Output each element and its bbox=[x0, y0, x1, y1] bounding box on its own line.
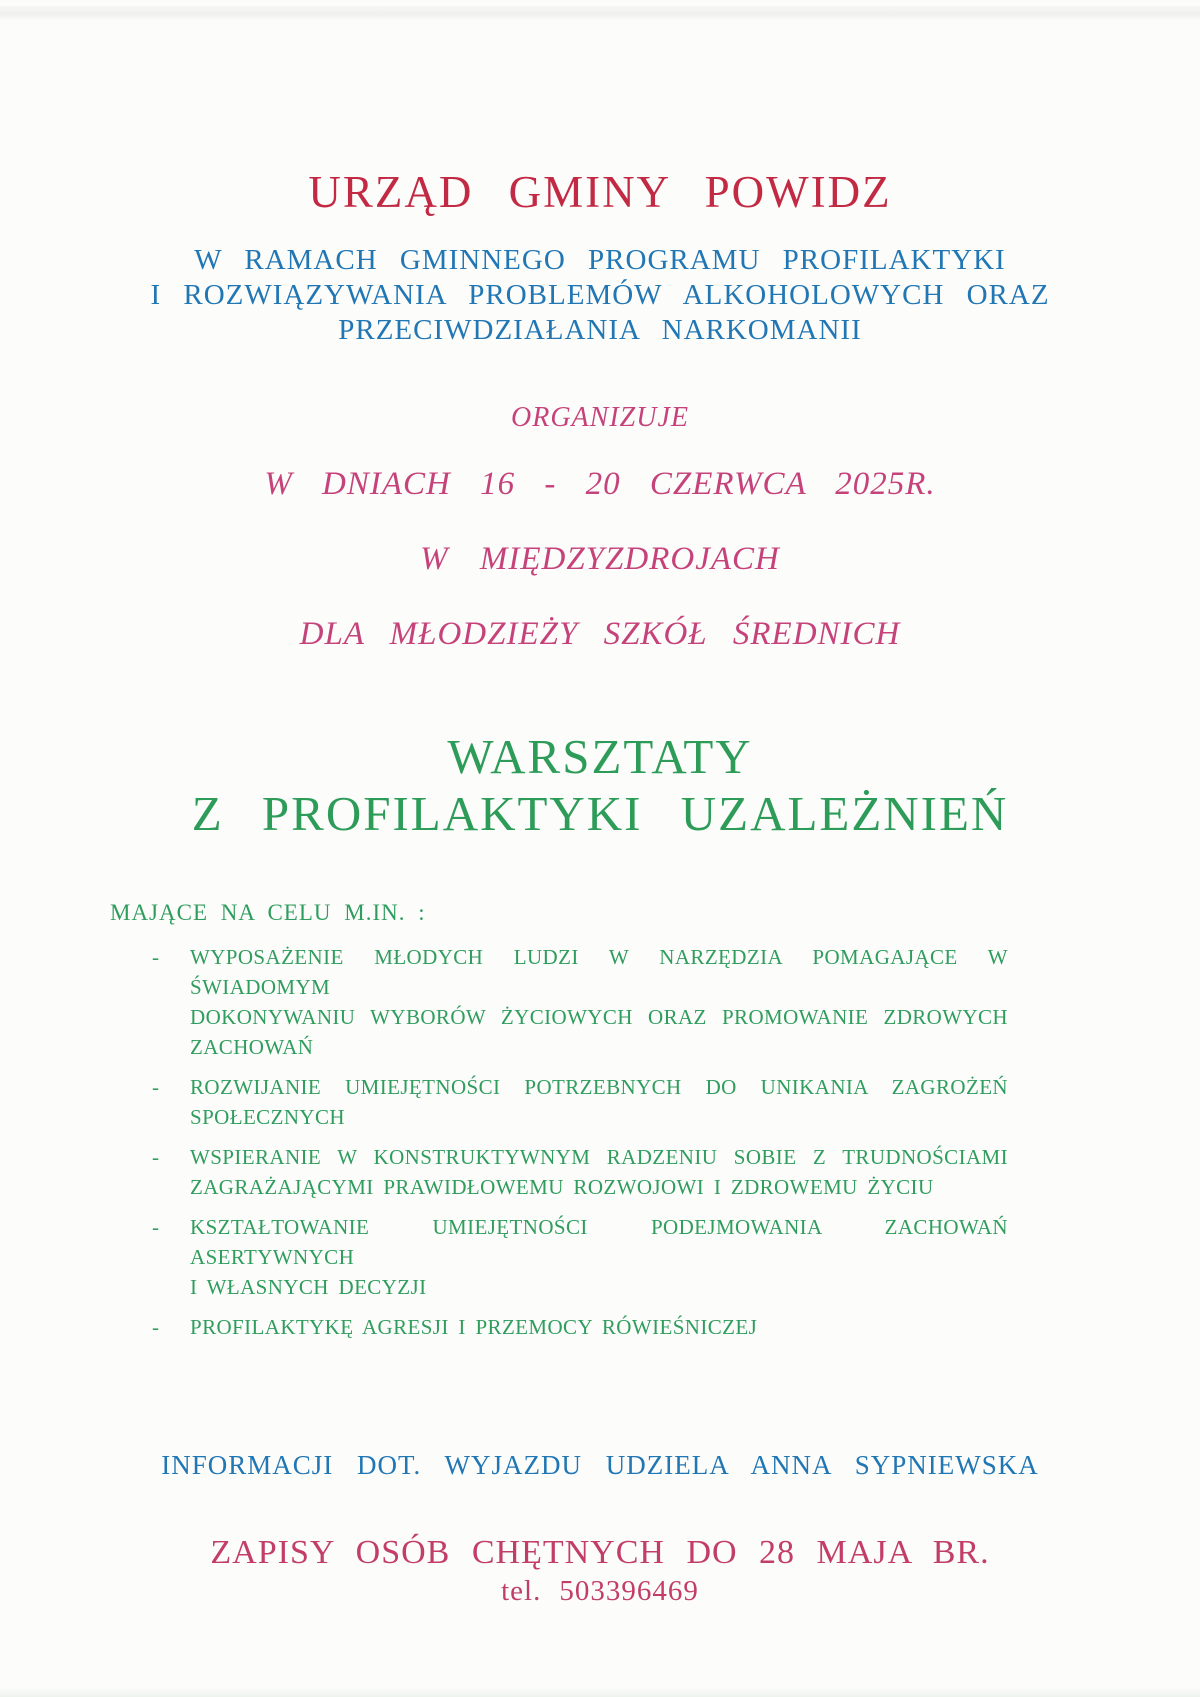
goal-line: ZACHOWAŃ bbox=[190, 1035, 314, 1059]
event-audience: DLA MŁODZIEŻY SZKÓŁ ŚREDNICH bbox=[299, 616, 901, 652]
goal-text bbox=[190, 1312, 1008, 1342]
phone-line bbox=[35, 1575, 1165, 1608]
program-line: I ROZWIĄZYWANIA PROBLEMÓW ALKOHOLOWYCH ORAZ bbox=[150, 279, 1050, 311]
program-description bbox=[35, 243, 1165, 348]
phone-number: 503396469 bbox=[559, 1575, 699, 1607]
organizes-line: ORGANIZUJE bbox=[511, 402, 689, 433]
goal-text bbox=[190, 1142, 1008, 1202]
goal-line: I WŁASNYCH DECYZJI bbox=[190, 1275, 427, 1299]
phone-label: tel. bbox=[501, 1575, 542, 1607]
event-location: W MIĘDZYZDROJACH bbox=[420, 541, 780, 577]
goal-item bbox=[110, 1312, 1008, 1342]
bullet-dash-icon: - bbox=[152, 1075, 159, 1099]
goal-item bbox=[110, 1142, 1008, 1202]
scan-edge-top bbox=[0, 6, 1200, 20]
signup-deadline: ZAPISY OSÓB CHĘTNYCH DO 28 MAJA BR. bbox=[210, 1534, 990, 1571]
goal-line: DOKONYWANIU WYBORÓW ŻYCIOWYCH ORAZ PROMOWANIE ZDROWYCH bbox=[190, 1005, 1008, 1029]
goals-list bbox=[110, 942, 1008, 1352]
goal-item bbox=[110, 1072, 1008, 1132]
program-line: W RAMACH GMINNEGO PROGRAMU PROFILAKTYKI bbox=[194, 244, 1006, 276]
scan-edge-bottom bbox=[0, 1688, 1200, 1697]
goal-text bbox=[190, 942, 1008, 1062]
goal-line: WYPOSAŻENIE MŁODYCH LUDZI W NARZĘDZIA POMAGAJĄCE W ŚWIADOMYM bbox=[190, 945, 1008, 999]
goals-heading: MAJĄCE NA CELU M.IN. : bbox=[110, 900, 426, 925]
bullet-dash-icon: - bbox=[152, 1215, 159, 1239]
bullet-dash-icon: - bbox=[152, 1315, 159, 1339]
goal-line: PROFILAKTYKĘ AGRESJI I PRZEMOCY RÓWIEŚNICZEJ bbox=[190, 1315, 758, 1339]
goal-line: ROZWIJANIE UMIEJĘTNOŚCI POTRZEBNYCH DO UNIKANIA ZAGROŻEŃ bbox=[190, 1075, 1008, 1099]
goal-line: WSPIERANIE W KONSTRUKTYWNYM RADZENIU SOBIE Z TRUDNOŚCIAMI bbox=[190, 1145, 1008, 1169]
goal-item bbox=[110, 1212, 1008, 1302]
workshop-title-line: Z PROFILAKTYKI UZALEŻNIEŃ bbox=[191, 786, 1009, 841]
page-title: URZĄD GMINY POWIDZ bbox=[308, 167, 892, 217]
bullet-dash-icon: - bbox=[152, 945, 159, 969]
workshop-title-line: WARSZTATY bbox=[447, 729, 753, 784]
goal-item bbox=[110, 942, 1008, 1062]
event-dates: W DNIACH 16 - 20 CZERWCA 2025R. bbox=[264, 466, 936, 502]
goal-line: KSZTAŁTOWANIE UMIEJĘTNOŚCI PODEJMOWANIA ZACHOWAŃ ASERTYWNYCH bbox=[190, 1215, 1008, 1269]
goal-line: ZAGRAŻAJĄCYMI PRAWIDŁOWEMU ROZWOJOWI I ZDROWEMU ŻYCIU bbox=[190, 1175, 934, 1199]
goal-text bbox=[190, 1212, 1008, 1302]
goal-line: SPOŁECZNYCH bbox=[190, 1105, 345, 1129]
goal-text bbox=[190, 1072, 1008, 1132]
bullet-dash-icon: - bbox=[152, 1145, 159, 1169]
program-line: PRZECIWDZIAŁANIA NARKOMANII bbox=[338, 314, 862, 346]
contact-info: INFORMACJI DOT. WYJAZDU UDZIELA ANNA SYPNIEWSKA bbox=[161, 1450, 1039, 1480]
workshop-title bbox=[35, 728, 1165, 842]
